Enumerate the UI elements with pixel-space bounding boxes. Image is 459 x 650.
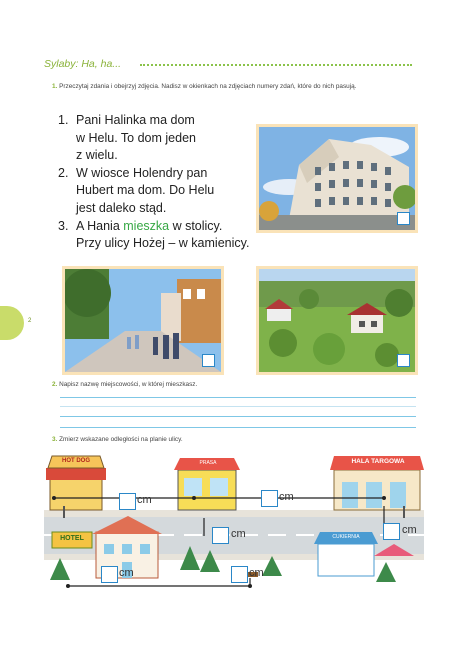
measure-box-6[interactable]: [231, 566, 248, 583]
section-title: Sylaby: Ha, ha...: [44, 58, 122, 70]
photo-street: [62, 266, 224, 375]
unit-label: cm: [279, 491, 294, 503]
page-number: 2: [28, 318, 32, 324]
unit-label: cm: [231, 528, 246, 540]
writing-guide-line: [60, 406, 416, 407]
writing-line[interactable]: [60, 427, 416, 428]
writing-line[interactable]: [60, 397, 416, 398]
unit-label: cm: [249, 567, 264, 579]
newsstand-sign: PRASA: [199, 460, 217, 466]
hotel-sign: HOTEL: [60, 535, 84, 542]
task1-instruction: [52, 82, 416, 91]
unit-label: cm: [119, 567, 134, 579]
sentence-2-line: jest daleko stąd.: [76, 200, 167, 215]
sentence-1-line: z wielu.: [76, 148, 118, 163]
measure-box-2[interactable]: [261, 490, 278, 507]
page-tab: [0, 306, 24, 340]
sentence-3: [58, 218, 258, 253]
measure-box-3[interactable]: [212, 527, 229, 544]
sentence-3-line: Przy ulicy Hożej – w kamienicy.: [76, 236, 250, 251]
sentence-1-number: 1.: [58, 113, 69, 127]
unit-label: cm: [402, 524, 417, 536]
title-dotted-line: [140, 64, 412, 66]
measure-box-5[interactable]: [101, 566, 118, 583]
answer-box-photo-village[interactable]: [397, 354, 410, 367]
task3-instruction-text: Zmierz wskazane odległości na planie ulicy.: [59, 436, 183, 443]
sentence-3-number: 3.: [58, 218, 69, 233]
task1-number: 1.: [52, 83, 58, 90]
writing-line[interactable]: [60, 416, 416, 417]
measure-box-4[interactable]: [383, 523, 400, 540]
sentence-2: [58, 165, 258, 218]
task3-number: 3.: [52, 436, 58, 443]
sentence-2-line: W wiosce Holendry pan: [76, 165, 208, 180]
sentence-2-number: 2.: [58, 165, 69, 180]
measure-box-1[interactable]: [119, 493, 136, 510]
task2-instruction-text: Napisz nazwę miejscowości, w której mieszkasz.: [59, 381, 198, 388]
market-sign: HALA TARGOWA: [351, 458, 405, 465]
unit-label: cm: [137, 494, 152, 506]
photo-village: [256, 266, 418, 375]
sentence-1: [58, 112, 258, 165]
task2-instruction: [52, 380, 412, 389]
answer-box-photo-street[interactable]: [202, 354, 215, 367]
answer-box-photo-tenement[interactable]: [397, 212, 410, 225]
sentence-1-line: w Helu. To dom jeden: [76, 130, 196, 145]
highlighted-word: mieszka: [123, 218, 170, 233]
task2-number: 2.: [52, 381, 58, 388]
sentence-2-line: Hubert ma dom. Do Helu: [76, 183, 215, 198]
task3-instruction: [52, 435, 412, 444]
sentence-list: [58, 112, 258, 253]
sentence-3-line: A Hania mieszka w stolicy.: [76, 218, 223, 233]
photo-tenement: [256, 124, 418, 233]
cafe-sign: CUKIERNIA: [332, 534, 360, 540]
sentence-1-line: Pani Halinka ma dom: [76, 113, 195, 127]
task1-instruction-text: Przeczytaj zdania i obejrzyj zdjęcia. Nadisz w okienkach na zdjęciach numery zdań, które do nich pasują.: [59, 83, 357, 90]
hotdog-sign: HOT DOG: [62, 458, 90, 464]
